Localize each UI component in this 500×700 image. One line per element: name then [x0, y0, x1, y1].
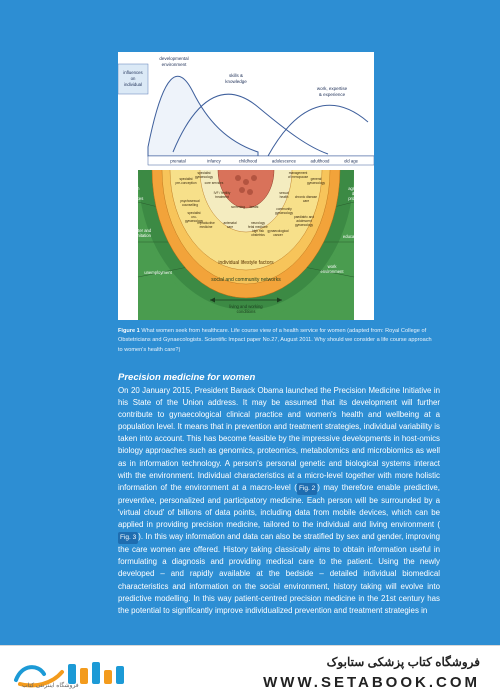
label-living-2: conditions [236, 309, 256, 314]
inner-label-30: obstetrics [251, 233, 265, 237]
stage-infancy: infancy [207, 158, 221, 164]
figure-caption-text: What women seek from healthcare. Life course view of a health service for women (adapted from: Royal College of Obstetricians and Gynaecologists. Scientific Impact paper No.27, August 2011. Why should we consider a life course approach to women's health care?) [118, 328, 432, 353]
inner-label-34: care [226, 225, 234, 229]
figure-life-course [118, 52, 374, 320]
inner-label-33: antenatal [223, 221, 237, 225]
inner-label-2: specialist [197, 171, 211, 175]
inner-label-21: gynaecology [275, 211, 293, 215]
label-skills-1: skills & [228, 73, 244, 78]
label-work-env-1: work [327, 264, 337, 269]
inner-label-14: specialist [187, 211, 201, 215]
inner-label-15: uro- [191, 215, 197, 219]
label-social-ring: social and community networks [211, 277, 281, 283]
figure-ref-link[interactable]: Fig. 3 [118, 532, 138, 544]
inner-label-11: care [302, 199, 310, 203]
logo-subtitle: فروشگاه اینترنتی کتاب [22, 683, 79, 689]
figure-ref-link[interactable]: Fig. 2 [297, 483, 317, 495]
inner-label-24: IVF / fertility [213, 191, 231, 195]
label-influences-2: on [130, 76, 136, 81]
stage-prenatal: prenatal [170, 158, 186, 164]
label-unemployment: unemployment [144, 270, 172, 275]
section-title: Precision medicine for women [118, 372, 256, 383]
inner-label-28: fetal medicine [248, 225, 268, 229]
stage-childhood: childhood [238, 158, 258, 164]
inner-label-25: treatment [215, 195, 229, 199]
semicircle-diagram [138, 170, 354, 320]
label-health-care-1: health [128, 186, 140, 191]
stage-adolescence: adolescence [271, 158, 297, 164]
label-developmental-1: developmental [159, 56, 189, 61]
figure-caption-label[interactable]: Figure 1 [118, 328, 140, 334]
figure-caption [118, 327, 436, 355]
inner-label-12: reproductive [197, 221, 215, 225]
inner-label-8: general [310, 177, 322, 181]
inner-label-5: of menopause [287, 175, 309, 179]
body-text-part-1: On 20 January 2015, President Barack Obama launched the Precision Medicine Initiative in his State of the Union address. It may be assumed that its development will further contribute to gynaecological clinical practice and women's health and wellbeing at a population level. It means that in prevention and treatment strategies, individual variability is taken into account. This has become feasible by the impressive developments in host-omics biology approaches such as genomics, proteomics, metabolomics and microbiomics as well as in information technology. A person's personal genetic and biological systems interact with the environment. Individual characteristics at a micro-level together with more holistic information of the environment at a macro-level ( [118, 386, 440, 492]
body-text-part-3: ). In this way information and data can also be stratified by sex and gender, improving the care women are offered. History taking classically aims to obtain information useful in formulating a diagnosis and providing medical care to the patient. Using the newly developed – and rapidly available at the bedside – detailed individual biomedical characteristics and information on the social environment, history taking will evolve into predictive modelling. In this way patient-centred precision medicine in the 21st century has the potential to significantly improve individualized prevention and treatment strategies in [118, 532, 440, 615]
stage-old-age: old age [343, 158, 359, 164]
inner-label-35: screening [231, 205, 245, 209]
label-water-1: water and [132, 228, 152, 233]
label-agriculture-2: & food [351, 191, 365, 196]
inner-label-0: specialist [179, 177, 193, 181]
inner-label-13: medicine [199, 225, 213, 229]
inner-label-22: sexual [279, 191, 289, 195]
inner-label-23: health [279, 195, 289, 199]
inner-label-20: community [276, 207, 292, 211]
label-agriculture-3: production [348, 196, 368, 201]
inner-label-29: high risk [252, 229, 264, 233]
label-health-care-3: services [128, 196, 144, 201]
label-work-env-2: environment [320, 269, 344, 274]
store-url[interactable]: WWW.SETABOOK.COM [263, 674, 480, 691]
label-lifestyle-ring: individual lifestyle factors [218, 260, 274, 266]
label-education: education [342, 234, 362, 239]
inner-label-7: counselling [182, 203, 198, 207]
inner-label-6: psychosexual [180, 199, 200, 203]
inner-label-16: gynaecology [185, 219, 203, 223]
inner-label-3: gynaecology [195, 175, 213, 179]
watermark-banner [0, 645, 500, 700]
inner-label-10: chronic disease [294, 195, 318, 199]
inner-label-36: breast [249, 205, 259, 209]
stage-adulthood: adulthood [310, 158, 330, 164]
inner-label-27: neurology [251, 221, 265, 225]
label-living-1: living and working [229, 304, 263, 309]
inner-label-26: core services [204, 181, 224, 185]
label-agriculture-1: agriculture [348, 186, 368, 191]
label-work-1: work, expertise [316, 86, 348, 91]
figure-svg [118, 52, 374, 320]
body-text-part-2: ) may therefore enable predictive, preventive, personalized and participatory medicine. Each person will be surrounded by a 'virtual cloud' of billions of data points, including data from mobile devices, which can be applied in providing precision medicine, tailored to the individual and living environment ( [118, 482, 441, 530]
inner-label-19: gynaecology [295, 223, 313, 227]
label-influences-1: influences [123, 70, 143, 75]
label-health-care-2: care [128, 191, 137, 196]
inner-label-32: cancer [273, 233, 283, 237]
inner-label-9: gynaecology [307, 181, 325, 185]
body-paragraph [118, 385, 440, 617]
inner-label-4: management [288, 171, 308, 175]
label-water-2: sanitation [133, 233, 151, 238]
inner-label-17: paediatric and [293, 215, 315, 219]
label-skills-2: knowledge [225, 79, 247, 84]
inner-label-31: gynaecological [267, 229, 289, 233]
logo-text: ستابوک [72, 693, 76, 694]
label-influences-3: individual [124, 82, 142, 87]
label-developmental-2: environment [161, 62, 187, 67]
store-title: فروشگاه کتاب پزشکی ستابوک [326, 655, 480, 669]
label-work-2: & experience [318, 92, 346, 97]
inner-label-1: pre-conception [175, 181, 197, 185]
inner-label-18: adolescent [296, 219, 312, 223]
